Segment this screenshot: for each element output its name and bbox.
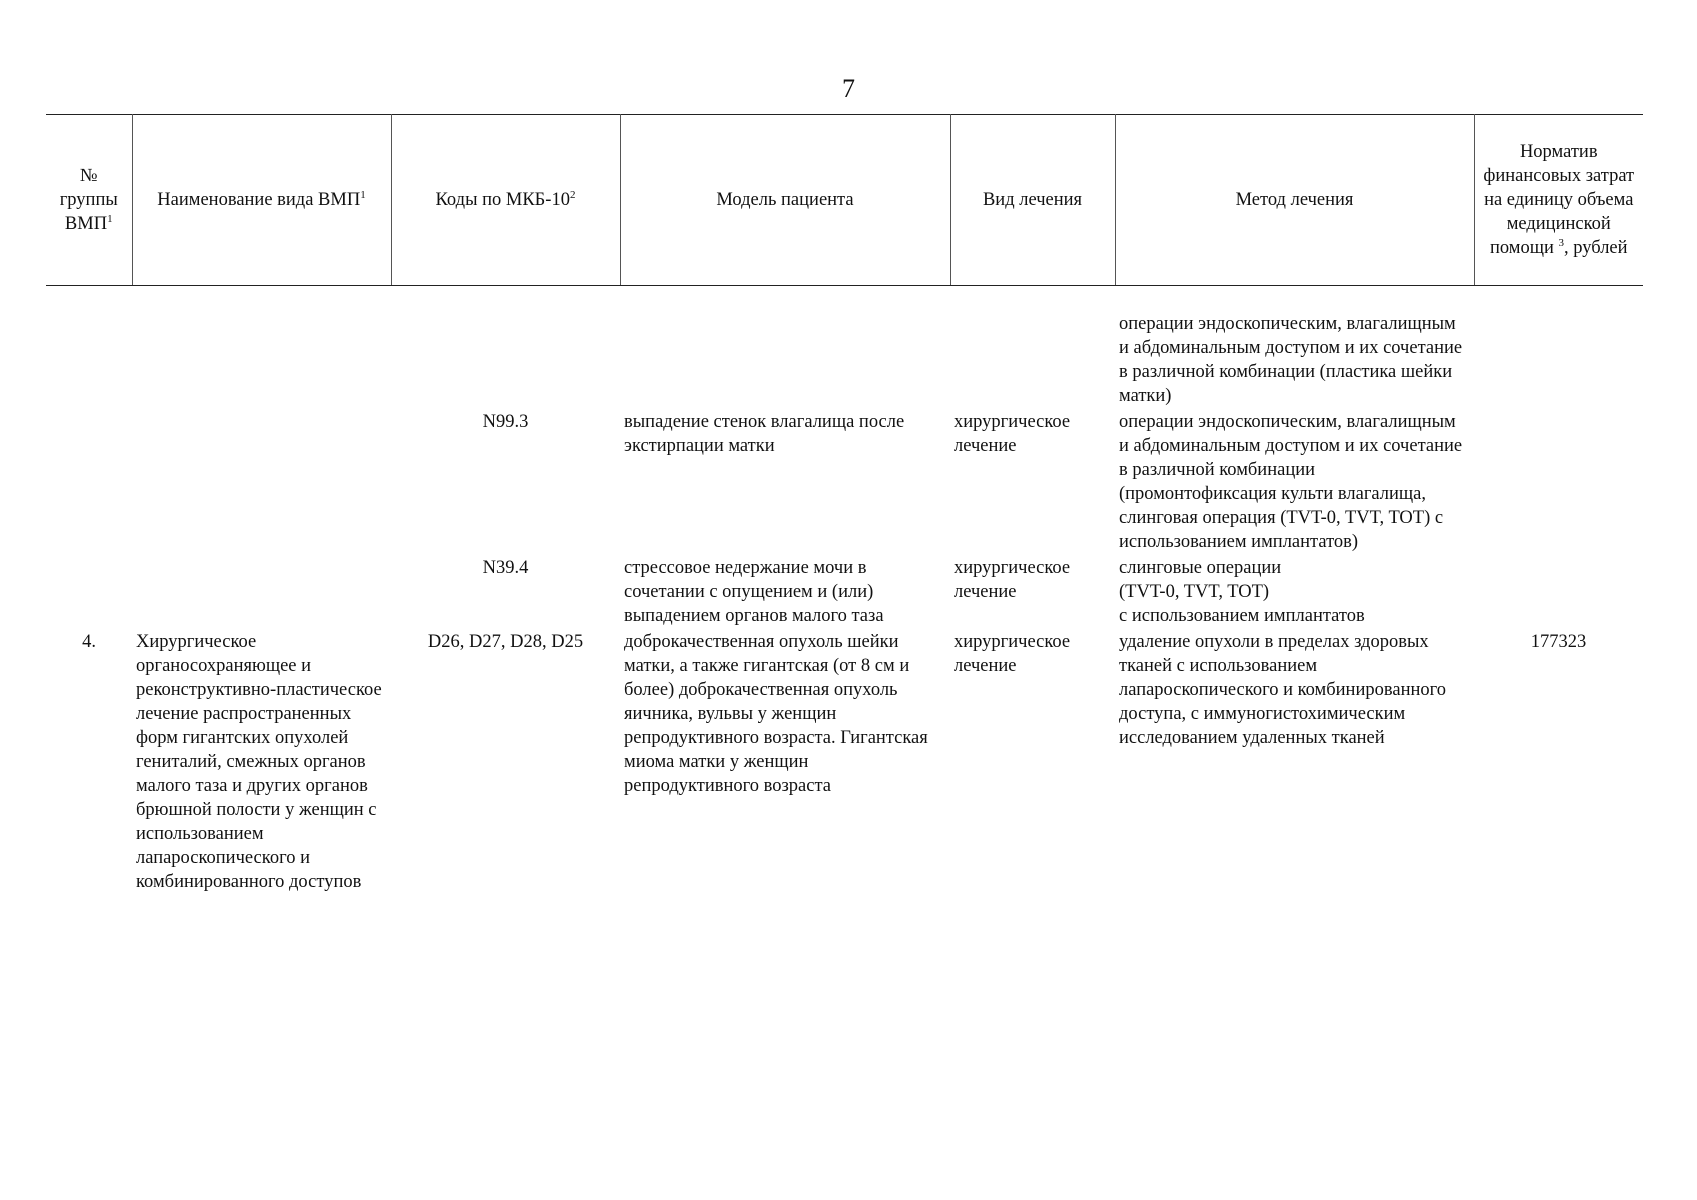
cell-group <box>46 556 132 630</box>
cell-norm <box>1474 312 1643 410</box>
cell-method: операции эндоскопическим, влагалищным и абдоминальным доступом и их сочетание в различной комбинации (пластика шейки матки) <box>1119 314 1463 406</box>
cell-method: операции эндоскопическим, влагалищным и абдоминальным доступом и их сочетание в различной комбинации (промонтофиксация культи влагалища, слинговая операция (TVT-0, TVT, TOT) с использованием имплантатов) <box>1119 412 1463 552</box>
cell-norm <box>1474 410 1643 556</box>
table-header-row <box>46 115 1643 286</box>
header-patient-model: Модель пациента <box>620 115 950 286</box>
cell-name: Хирургическое органосохраняющее и реконструктивно-пластическое лечение распространенных форм гигантских опухолей гениталий, смежных органов малого таза и других органов брюшной полости у женщин с использованием лапароскопического и комбинированного доступов <box>136 632 382 892</box>
header-group-no: № группы ВМП$^1$ <box>46 115 132 286</box>
table-spacer <box>46 286 1643 313</box>
page-number: 7 <box>842 74 855 103</box>
cell-codes: N99.3 <box>482 412 529 432</box>
table-row <box>46 410 1643 556</box>
cell-method: удаление опухоли в пределах здоровых тканей с использованием лапароскопического и комбинированного доступа, с иммуногистохимическим исследованием удаленных тканей <box>1119 632 1446 748</box>
cell-norm: 177323 <box>1530 632 1587 652</box>
cell-model: выпадение стенок влагалища после экстирпации матки <box>624 412 905 456</box>
cell-group <box>46 410 132 556</box>
header-cost-norm: Норматив финансовых затрат на единицу объема медицинской помощи $^3$, рублей <box>1474 115 1643 286</box>
cell-codes <box>391 312 620 410</box>
method-line: (TVT-0, TVT, TOT) <box>1119 582 1270 602</box>
header-treatment-type: Вид лечения <box>950 115 1115 286</box>
header-treatment-method: Метод лечения <box>1115 115 1474 286</box>
cell-model: доброкачественная опухоль шейки матки, а также гигантская (от 8 см и более) доброкачественная опухоль яичника, вульвы у женщин репродуктивного возраста. Гигантская миома матки у женщин репродуктивного возраста <box>624 632 928 796</box>
cell-name <box>132 410 391 556</box>
cell-name <box>132 312 391 410</box>
cell-type: хирургическое лечение <box>954 558 1071 602</box>
table-row <box>46 556 1643 630</box>
cell-group: 4. <box>82 632 96 652</box>
header-icd-codes: Коды по МКБ-$10^2$ <box>391 115 620 286</box>
table-row <box>46 312 1643 410</box>
method-line: с использованием имплантатов <box>1119 606 1365 626</box>
cell-model <box>620 312 950 410</box>
cell-codes: N39.4 <box>482 558 529 578</box>
cell-group <box>46 312 132 410</box>
cell-type: хирургическое лечение <box>954 412 1071 456</box>
cell-type: хирургическое лечение <box>954 632 1071 676</box>
cell-name <box>132 556 391 630</box>
cell-norm <box>1474 556 1643 630</box>
header-vmp-name: Наименование вида ВМП$^1$ <box>132 115 391 286</box>
cell-model: стрессовое недержание мочи в сочетании с опущением и (или) выпадением органов малого таза <box>624 558 884 626</box>
cell-type <box>950 312 1115 410</box>
method-line: слинговые операции <box>1119 558 1282 578</box>
cell-method <box>1115 556 1474 630</box>
cell-codes: D26, D27, D28, D25 <box>427 632 584 652</box>
vmp-table <box>46 114 1643 896</box>
table-row <box>46 630 1643 896</box>
